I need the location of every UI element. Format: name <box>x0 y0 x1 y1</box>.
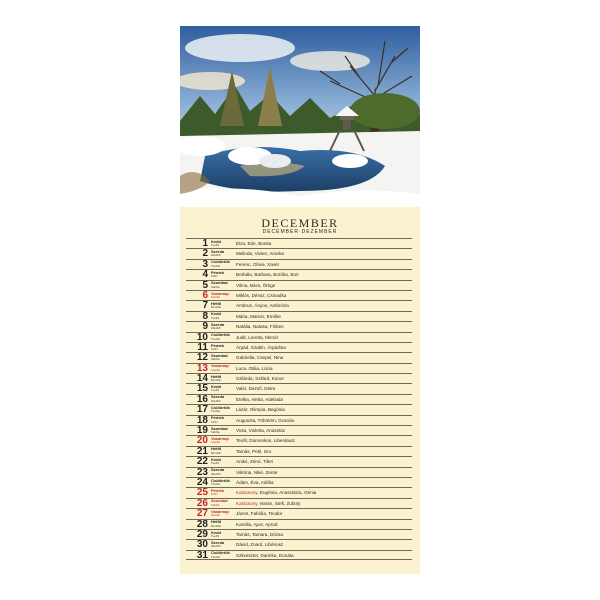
weekday-alt-label: Thu/Do <box>211 409 221 414</box>
weekday-alt-label: Tue/Di <box>211 388 220 393</box>
day-row <box>186 519 412 529</box>
names-text: Gabriella, Csepel, Nina <box>236 355 284 361</box>
weekday-label: Szombat <box>211 280 228 286</box>
weekday-label: Péntek <box>211 487 225 493</box>
day-row <box>186 259 412 269</box>
weekday-label: Péntek <box>211 342 225 348</box>
weekday-label: Péntek <box>211 269 225 275</box>
day-number: 27 <box>196 508 208 520</box>
weekday-label: Szombat <box>211 352 228 358</box>
weekday-alt-label: Fri/Fr <box>211 274 218 279</box>
names-text: Miklós, Dénsz, Csinadka <box>236 292 287 298</box>
day-number: 23 <box>196 466 208 478</box>
day-number: 22 <box>196 456 208 468</box>
names-text: Ambrus, Ányos, Ambrózia <box>236 303 289 309</box>
day-number: 24 <box>196 476 208 488</box>
day-number: 29 <box>196 528 208 540</box>
day-row <box>186 404 412 414</box>
day-row <box>186 394 412 404</box>
weekday-label: Csütörtök <box>211 332 230 338</box>
names-text: Kamilla, Apor, Aprod <box>236 521 278 527</box>
names-text: Judit, Loretta, Mirnór <box>236 334 279 340</box>
day-number: 18 <box>196 414 208 426</box>
day-number: 21 <box>196 445 208 457</box>
weekday-alt-label: Wed/Mi <box>211 544 221 549</box>
weekday-label: Hétfő <box>211 373 222 379</box>
names-text: Elza, Ede, Bonita <box>236 241 272 246</box>
names-text: Eugénia, Anasztázia, Génia <box>259 490 317 496</box>
weekday-alt-label: Sat/Sa <box>211 502 220 507</box>
holiday-label: Karácsony, <box>236 500 259 506</box>
day-row <box>186 300 412 310</box>
day-number: 6 <box>202 289 208 301</box>
winter-garden-image <box>180 26 420 207</box>
weekday-label: Csütörtök <box>211 550 230 556</box>
weekday-alt-label: Sat/Sa <box>211 284 220 289</box>
weekday-alt-label: Fri/Fr <box>211 346 218 351</box>
winter-garden-photo <box>180 26 420 207</box>
day-number: 9 <box>202 321 208 333</box>
weekday-alt-label: Fri/Fr <box>211 419 218 424</box>
names-text: Szilveszter, Darinka, Donáta <box>236 552 294 558</box>
day-row <box>186 311 412 321</box>
day-number: 5 <box>202 279 208 291</box>
day-number: 13 <box>196 362 208 374</box>
day-number: 20 <box>196 435 208 447</box>
day-row <box>186 550 412 560</box>
weekday-alt-label: Mon/Mo <box>211 378 222 383</box>
weekday-label: Kedd <box>211 529 221 535</box>
weekday-alt-label: Thu/Do <box>211 336 221 341</box>
month-title: DECEMBER <box>261 216 339 230</box>
weekday-label: Csütörtök <box>211 259 230 265</box>
weekday-label: Hétfő <box>211 300 222 306</box>
day-list <box>186 238 412 560</box>
day-number: 14 <box>196 373 208 385</box>
day-row <box>186 529 412 539</box>
day-number: 1 <box>202 238 208 249</box>
weekday-label: Kedd <box>211 238 221 244</box>
names-text: Natália, Natasa, Filótes <box>236 324 284 330</box>
weekday-alt-label: Wed/Mi <box>211 326 221 331</box>
weekday-label: Hétfő <box>211 519 222 525</box>
day-number: 28 <box>196 518 208 530</box>
names-text: Lázár, Olimpia, Begónia <box>236 407 285 413</box>
wall-calendar <box>180 26 420 574</box>
names-text: István, Stefi, Zuboly <box>259 500 301 506</box>
day-row <box>186 508 412 518</box>
weekday-label: Vasárnap <box>211 508 229 514</box>
day-row <box>186 539 412 549</box>
names-text: Árpád, Szabin, Árpádina <box>236 344 286 350</box>
day-row <box>186 290 412 300</box>
name-days <box>236 551 294 561</box>
names-text: Viktória, Niké, Zente <box>236 469 278 475</box>
day-number: 26 <box>196 497 208 509</box>
weekday-label: Szerda <box>211 321 225 327</box>
weekday-label: Kedd <box>211 384 221 390</box>
day-number: 17 <box>196 404 208 416</box>
day-number: 4 <box>202 269 208 281</box>
weekday-label: Szerda <box>211 467 225 473</box>
weekday-label: Csütörtök <box>211 477 230 483</box>
names-text: Tamás, Petil, Izor <box>236 448 272 454</box>
names-text: Vilma, Bács, Örkge <box>236 282 276 288</box>
weekday-label: Péntek <box>211 415 225 421</box>
weekday-label: Kedd <box>211 456 221 462</box>
day-row <box>186 363 412 373</box>
day-number: 19 <box>196 425 208 437</box>
day-row <box>186 415 412 425</box>
day-number: 11 <box>197 341 208 353</box>
names-text: Valér, Dezső, Detre <box>236 386 276 392</box>
weekday-alt-label: Sun/So <box>211 367 221 372</box>
names-text: Dávid, Zoard, Libériusz <box>236 542 284 548</box>
day-row <box>186 238 412 248</box>
day-row <box>186 435 412 445</box>
day-number: 25 <box>196 487 208 499</box>
weekday-alt-label: Thu/Do <box>211 554 221 559</box>
day-number: 30 <box>196 539 208 551</box>
month-subtitle: DECEMBER·DEZEMBER <box>262 229 338 235</box>
names-text: Mária, Marion, Emőke <box>236 313 281 319</box>
weekday-alt-label: Sun/So <box>211 513 221 518</box>
day-number: 16 <box>196 393 208 405</box>
weekday-label: Szerda <box>211 248 225 254</box>
day-number: 15 <box>196 383 208 395</box>
day-row <box>186 383 412 393</box>
weekday-alt-label: Tue/Di <box>211 315 220 320</box>
day-row <box>186 352 412 362</box>
names-text: Ádám, Éva, Adélia <box>236 479 274 485</box>
names-text: Tamás, Tamara, Dózsa <box>236 531 283 537</box>
weekday-alt-label: Sun/So <box>211 440 221 445</box>
names-text: Teofil, Domonkos, Liberátusz <box>236 438 295 444</box>
day-row <box>186 269 412 279</box>
weekday-alt-label: Sun/So <box>211 294 221 299</box>
names-text: Melinda, Vivien, Aranka <box>236 251 284 257</box>
weekday-label: Vasárnap <box>211 363 229 369</box>
day-number: 12 <box>196 352 208 364</box>
weekday-label: Kedd <box>211 311 221 317</box>
weekday-alt-label: Mon/Mo <box>211 450 222 455</box>
weekday-alt-label: Thu/Do <box>211 481 221 486</box>
day-row <box>186 373 412 383</box>
weekday-alt-label: Tue/Di <box>211 533 220 538</box>
weekday-label: Szombat <box>211 498 228 504</box>
weekday-alt-label: Wed/Mi <box>211 398 221 403</box>
names-text: Anikó, Zénó, Tiferi <box>236 459 274 465</box>
weekday-alt-label: Sat/Sa <box>211 430 220 435</box>
weekday-alt-label: Wed/Mi <box>211 253 221 258</box>
weekday-alt-label: Thu/Do <box>211 263 221 268</box>
day-row <box>186 280 412 290</box>
weekday-label: Hétfő <box>211 446 222 452</box>
day-number: 3 <box>202 258 208 270</box>
weekday-alt-label: Mon/Mo <box>211 305 222 310</box>
day-row <box>186 487 412 497</box>
weekday-alt-label: Mon/Mo <box>211 523 222 528</box>
day-row <box>186 446 412 456</box>
day-number: 10 <box>196 331 208 343</box>
day-row <box>186 342 412 352</box>
weekday-label: Szerda <box>211 394 225 400</box>
weekday-alt-label: Wed/Mi <box>211 471 221 476</box>
day-row <box>186 467 412 477</box>
weekday-alt-label: Fri/Fr <box>211 492 218 497</box>
day-row <box>186 498 412 508</box>
day-row <box>186 425 412 435</box>
names-text: Luca, Otilia, Lúcia <box>236 365 273 371</box>
day-number: 2 <box>202 248 208 260</box>
day-row <box>186 456 412 466</box>
day-row <box>186 332 412 342</box>
names-text: Borbála, Barbara, Boróka, Bori <box>236 272 299 278</box>
day-row <box>186 248 412 258</box>
day-number: 7 <box>202 300 208 312</box>
weekday-label: Vasárnap <box>211 436 229 442</box>
weekday-alt-label: Sat/Sa <box>211 357 220 362</box>
holiday-label: Karácsony, <box>236 490 259 496</box>
day-number: 8 <box>202 310 208 322</box>
weekday-label: Szombat <box>211 425 228 431</box>
weekday-label: Vasárnap <box>211 290 229 296</box>
names-text: Szilárda, Szilárd, Konor <box>236 376 285 382</box>
names-text: János, Fabióla, Teodor <box>236 511 283 517</box>
names-text: Etelka, Aletta, Adelaida <box>236 396 283 402</box>
weekday-label: Csütörtök <box>211 404 230 410</box>
day-row <box>186 321 412 331</box>
names-text: Auguszta, Töhötöm, Gracián <box>236 417 295 423</box>
weekday-alt-label: Tue/Di <box>211 461 220 466</box>
names-text: Ferenc, Olívia, Xavér <box>236 261 280 267</box>
weekday-label: Szerda <box>211 539 225 545</box>
day-number: 31 <box>196 549 208 561</box>
weekday-alt-label: Tue/Di <box>211 243 220 247</box>
day-row <box>186 477 412 487</box>
names-text: Viola, Violetta, Anasztáz <box>236 428 286 434</box>
